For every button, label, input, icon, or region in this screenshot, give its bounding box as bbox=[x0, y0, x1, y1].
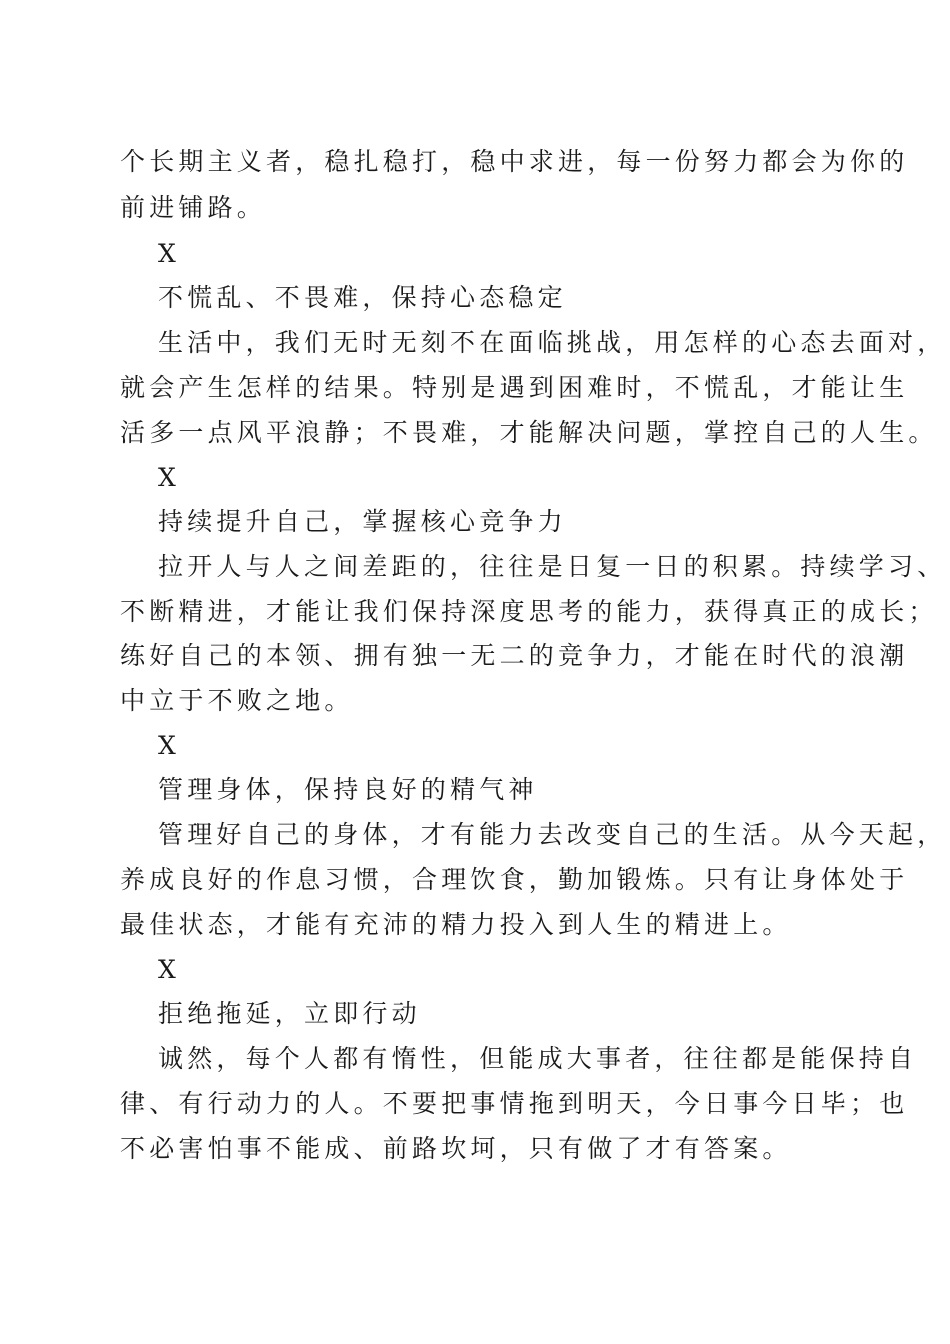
body-text-line: 不必害怕事不能成、前路坎坷，只有做了才有答案。 bbox=[120, 1134, 792, 1163]
body-text-line: 律、有行动力的人。不要把事情拖到明天，今日事今日毕；也 bbox=[120, 1089, 909, 1118]
body-text-line: 生活中，我们无时无刻不在面临挑战，用怎样的心态去面对， bbox=[158, 328, 947, 357]
body-text-line: 中立于不败之地。 bbox=[120, 686, 354, 715]
body-text-line: 最佳状态，才能有充沛的精力投入到人生的精进上。 bbox=[120, 910, 792, 939]
section-separator: X bbox=[158, 955, 176, 984]
body-text-line: 管理好自己的身体，才有能力去改变自己的生活。从今天起， bbox=[158, 820, 947, 849]
section-heading: 持续提升自己，掌握核心竞争力 bbox=[158, 507, 567, 536]
section-heading: 不慌乱、不畏难，保持心态稳定 bbox=[158, 283, 567, 312]
body-text-line: 诚然，每个人都有惰性，但能成大事者，往往都是能保持自 bbox=[158, 1044, 918, 1073]
body-text-line: 不断精进，才能让我们保持深度思考的能力，获得真正的成长； bbox=[120, 597, 938, 626]
body-text-line: 活多一点风平浪静；不畏难，才能解决问题，掌控自己的人生。 bbox=[120, 418, 938, 447]
section-separator: X bbox=[158, 239, 176, 268]
section-separator: X bbox=[158, 463, 176, 492]
body-text-line: 养成良好的作息习惯，合理饮食，勤加锻炼。只有让身体处于 bbox=[120, 865, 909, 894]
section-heading: 管理身体，保持良好的精气神 bbox=[158, 775, 538, 804]
body-text-line: 就会产生怎样的结果。特别是遇到困难时，不慌乱，才能让生 bbox=[120, 373, 909, 402]
section-heading: 拒绝拖延，立即行动 bbox=[158, 999, 421, 1028]
body-text-line: 拉开人与人之间差距的，往往是日复一日的积累。持续学习、 bbox=[158, 552, 947, 581]
section-separator: X bbox=[158, 731, 176, 760]
body-text-line: 练好自己的本领、拥有独一无二的竞争力，才能在时代的浪潮 bbox=[120, 641, 909, 670]
body-text-line: 个长期主义者，稳扎稳打，稳中求进，每一份努力都会为你的 bbox=[120, 147, 909, 176]
body-text-line: 前进铺路。 bbox=[120, 193, 267, 222]
